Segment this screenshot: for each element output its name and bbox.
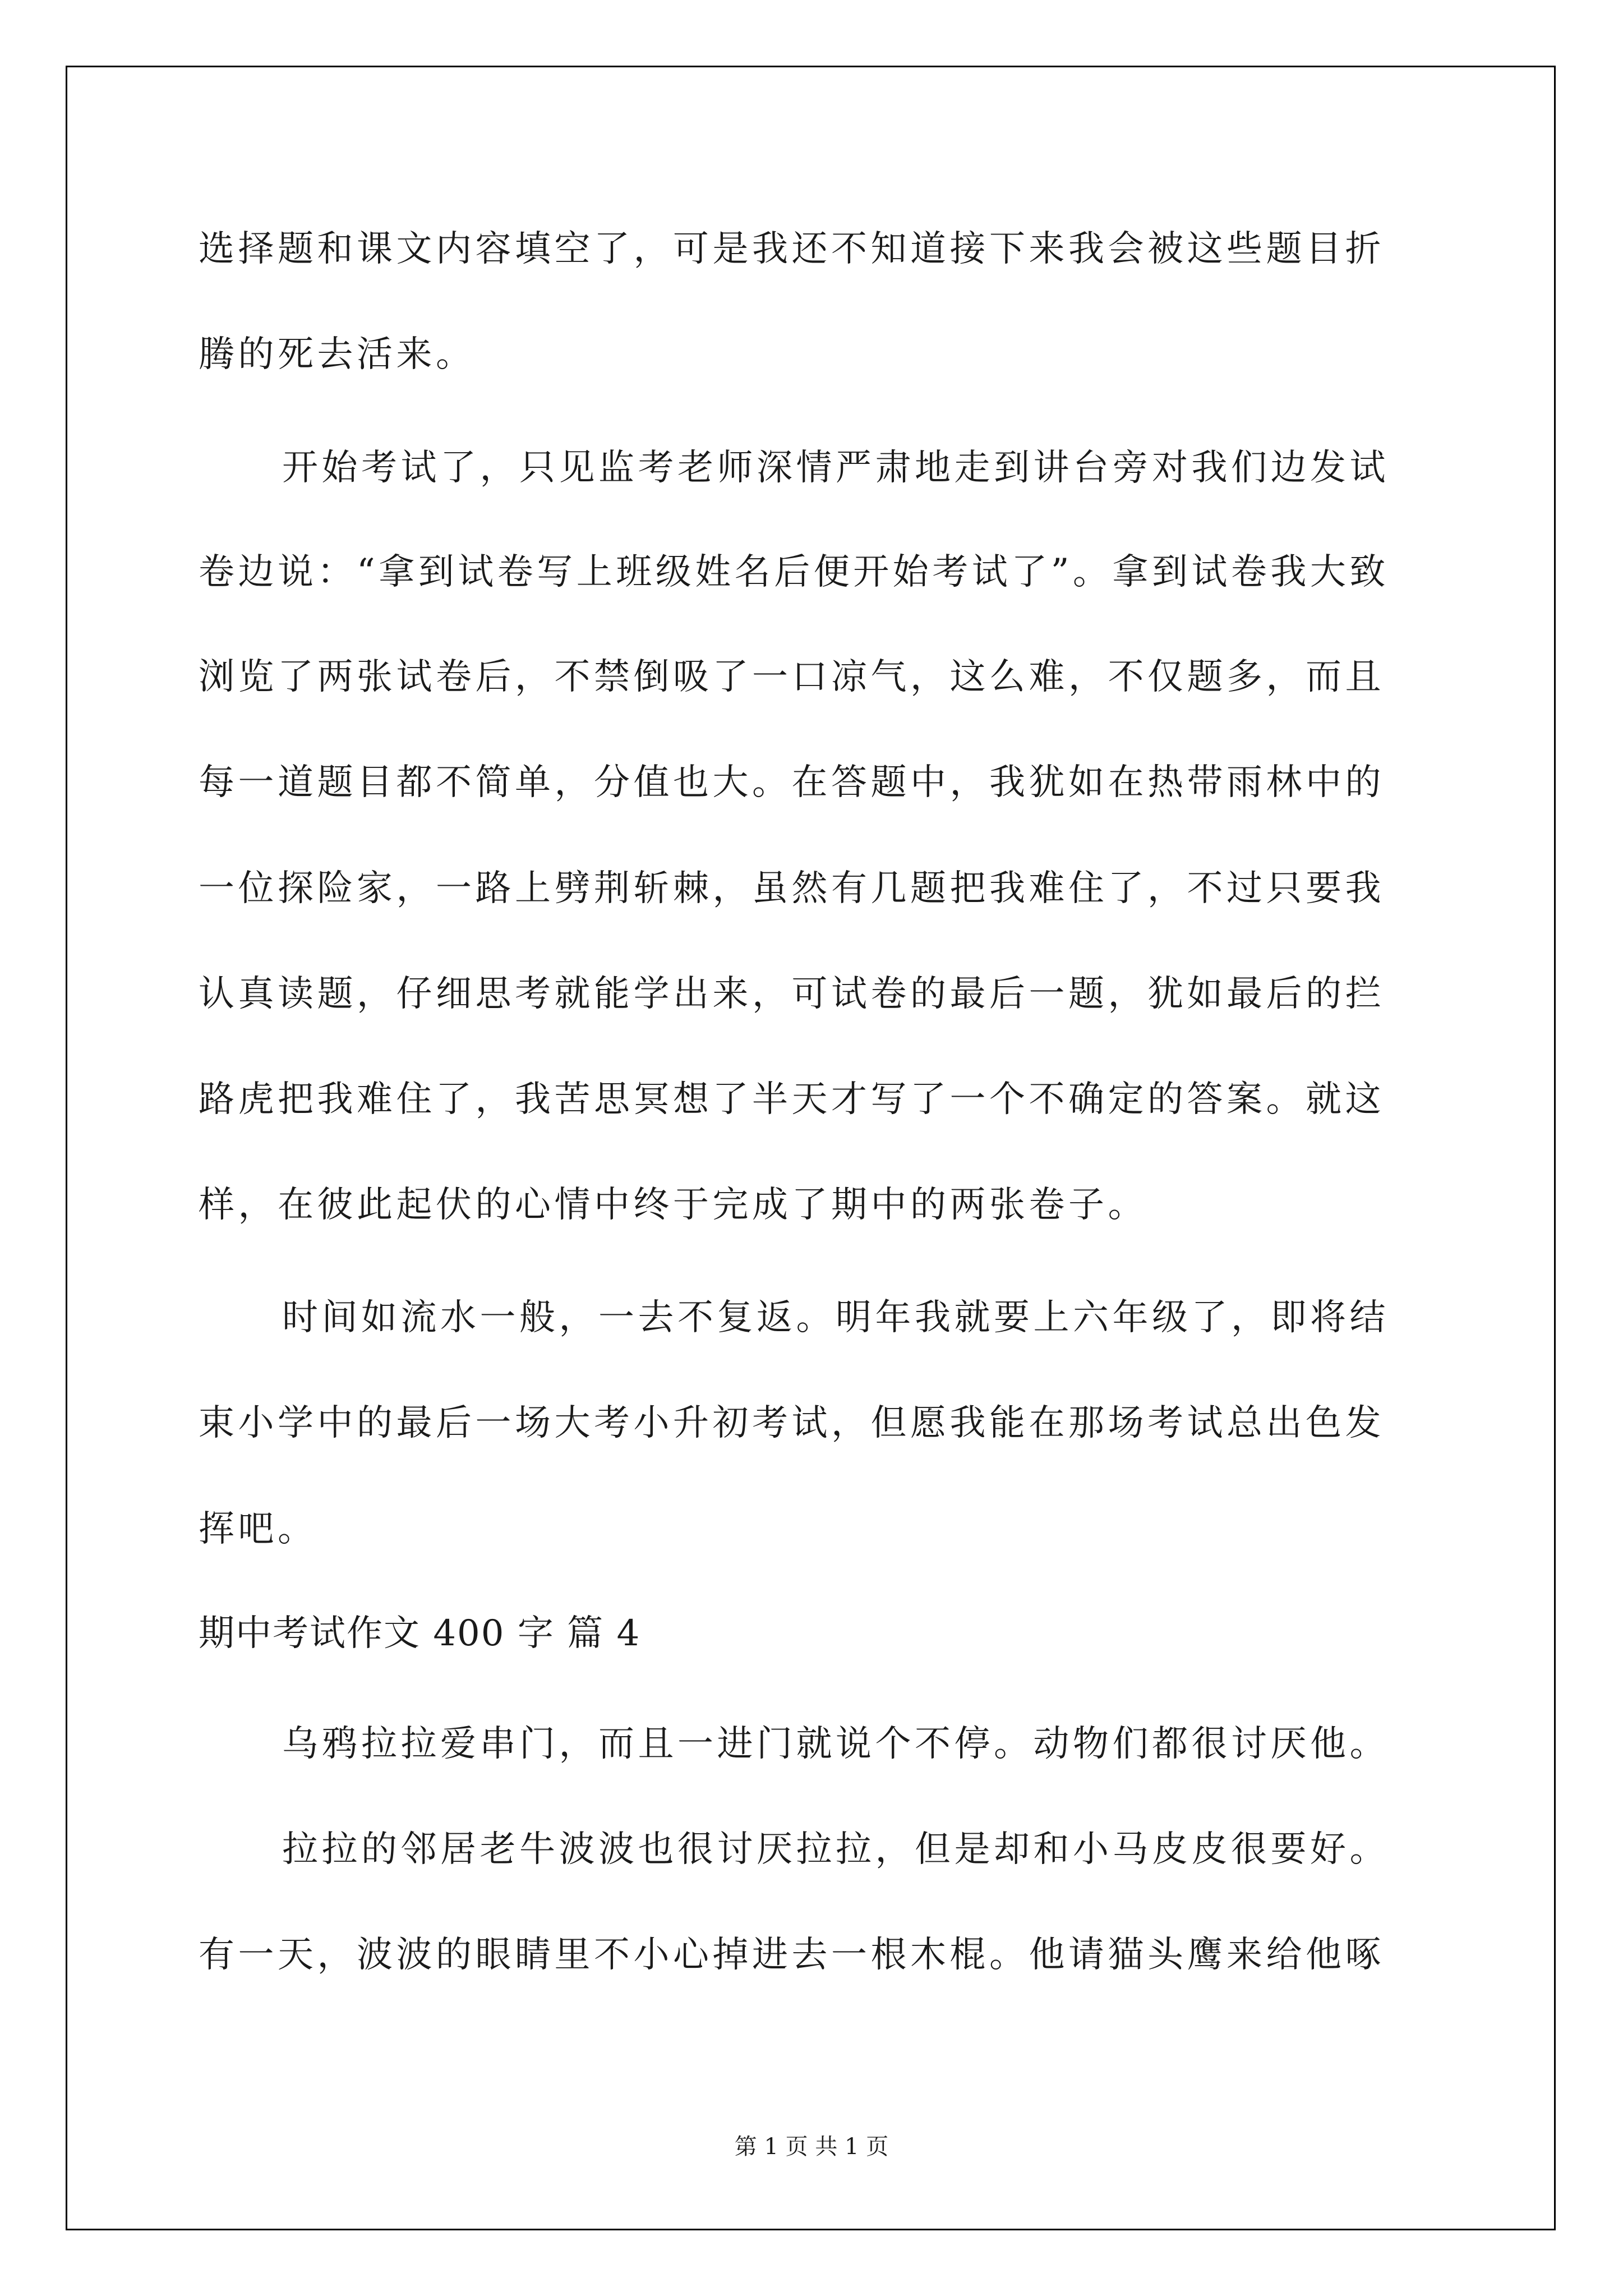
text-line: 浏览了两张试卷后，不禁倒吸了一口凉气，这么难，不仅题多，而且	[199, 656, 1385, 698]
text-line: 挥吧。	[199, 1508, 317, 1550]
text-line: 卷边说：“拿到试卷写上班级姓名后便开始考试了”。拿到试卷我大致	[199, 551, 1389, 593]
page-number-footer: 第 1 页 共 1 页	[734, 2134, 889, 2160]
text-line: 束小学中的最后一场大考小升初考试，但愿我能在那场考试总出色发	[199, 1402, 1385, 1444]
page-border	[66, 66, 1556, 2230]
paragraph-start-line: 乌鸦拉拉爱串门，而且一进门就说个不停。动物们都很讨厌他。	[282, 1723, 1389, 1765]
text-line: 腾的死去活来。	[199, 334, 476, 375]
text-line: 一位探险家，一路上劈荆斩棘，虽然有几题把我难住了，不过只要我	[199, 868, 1385, 909]
text-line: 认真读题，仔细思考就能学出来，可试卷的最后一题，犹如最后的拦	[199, 973, 1385, 1015]
text-line: 每一道题目都不简单，分值也大。在答题中，我犹如在热带雨林中的	[199, 762, 1385, 803]
text-line: 路虎把我难住了，我苦思冥想了半天才写了一个不确定的答案。就这	[199, 1079, 1385, 1120]
paragraph-start-line: 拉拉的邻居老牛波波也很讨厌拉拉，但是却和小马皮皮很要好。	[282, 1829, 1389, 1870]
paragraph-start-line: 时间如流水一般，一去不复返。明年我就要上六年级了，即将结	[282, 1297, 1389, 1338]
text-line: 样，在彼此起伏的心情中终于完成了期中的两张卷子。	[199, 1184, 1147, 1226]
paragraph-start-line: 开始考试了，只见监考老师深情严肃地走到讲台旁对我们边发试	[282, 447, 1389, 489]
text-line: 有一天，波波的眼睛里不小心掉进去一根木棍。他请猫头鹰来给他啄	[199, 1934, 1385, 1976]
section-heading: 期中考试作文 400 字 篇 4	[199, 1613, 641, 1654]
text-line: 选择题和课文内容填空了，可是我还不知道接下来我会被这些题目折	[199, 228, 1385, 270]
